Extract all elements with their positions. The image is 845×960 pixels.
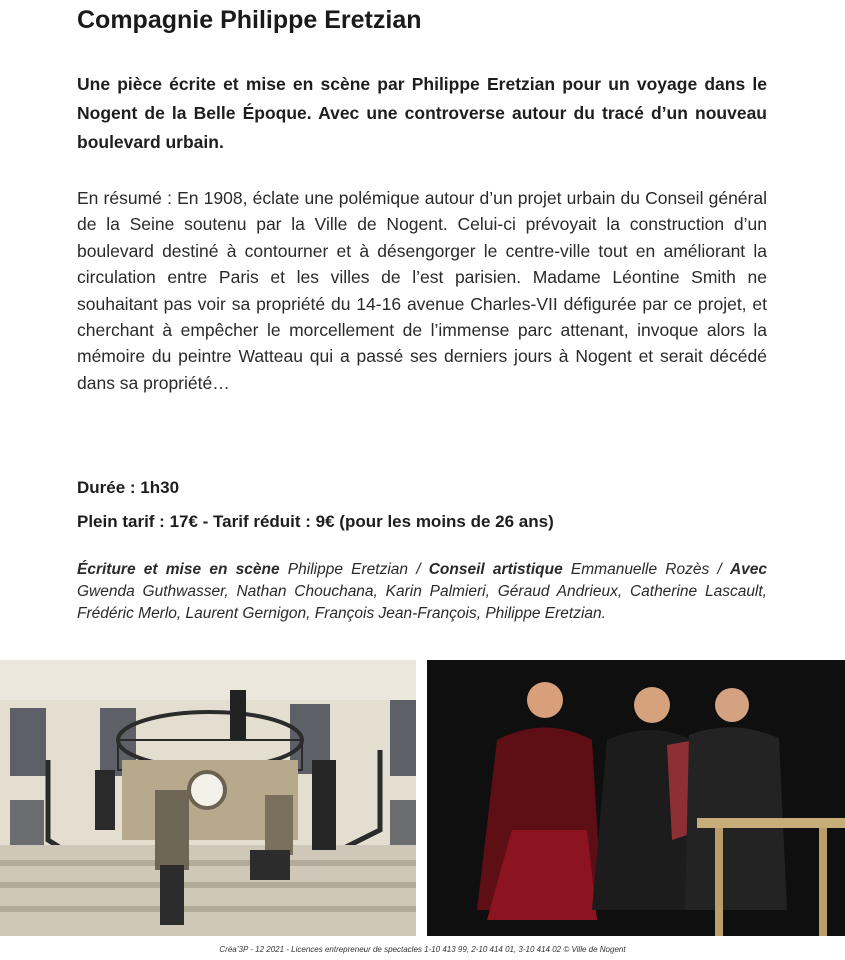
footer-credits: Créa’3P - 12 2021 - Licences entrepreneur de spectacles 1-10 413 99, 2-10 414 01, 3-10 414 02 © Ville de Nogent [219,945,626,954]
credits-paragraph [77,559,767,625]
writing-label: Écriture et mise en scène [77,561,280,578]
photo-outdoor-staircase [0,660,416,936]
cast-label: Avec [729,561,767,578]
page-title: Compagnie Philippe Eretzian [77,6,422,34]
artistic-value: Emmanuelle Rozès / [562,561,730,578]
artistic-label: Conseil artistique [428,561,563,578]
summary-paragraph: En résumé : En 1908, éclate une polémique autour d’un projet urbain du Conseil général de la Seine soutenu par la Ville de Nogent. Celui-ci prévoyait la construction d’un boulevard destiné à contourner et à désengorger le centre-ville tout en améliorant la circulation entre Paris et les villes de l’est parisien. Madame Léontine Smith ne souhaitant pas voir sa propriété du 14-16 avenue Charles-VII défigurée par ce projet, et cherchant à empêcher le morcellement de l’immense parc attenant, invoque alors la mémoire du peintre Watteau qui a passé ses derniers jours à Nogent et serait décédé dans sa propriété… [77,188,767,393]
writing-value: Philippe Eretzian / [279,561,429,578]
cast-value: Gwenda Guthwasser, Nathan Chouchana, Karin Palmieri, Géraud Andrieux, Catherine Lascault, Frédéric Merlo, Laurent Gernigon, François Jean-François, Philippe Eretzian. [77,583,767,622]
photo-stage-actresses [427,660,845,936]
duration-info: Durée : 1h30 [77,478,180,497]
tariff-info: Plein tarif : 17€ - Tarif réduit : 9€ (pour les moins de 26 ans) [77,512,554,531]
lead-paragraph: Une pièce écrite et mise en scène par Philippe Eretzian pour un voyage dans le Nogent de la Belle Époque. Avec une controverse autour du tracé d’un nouveau boulevard urbain. [77,74,767,152]
